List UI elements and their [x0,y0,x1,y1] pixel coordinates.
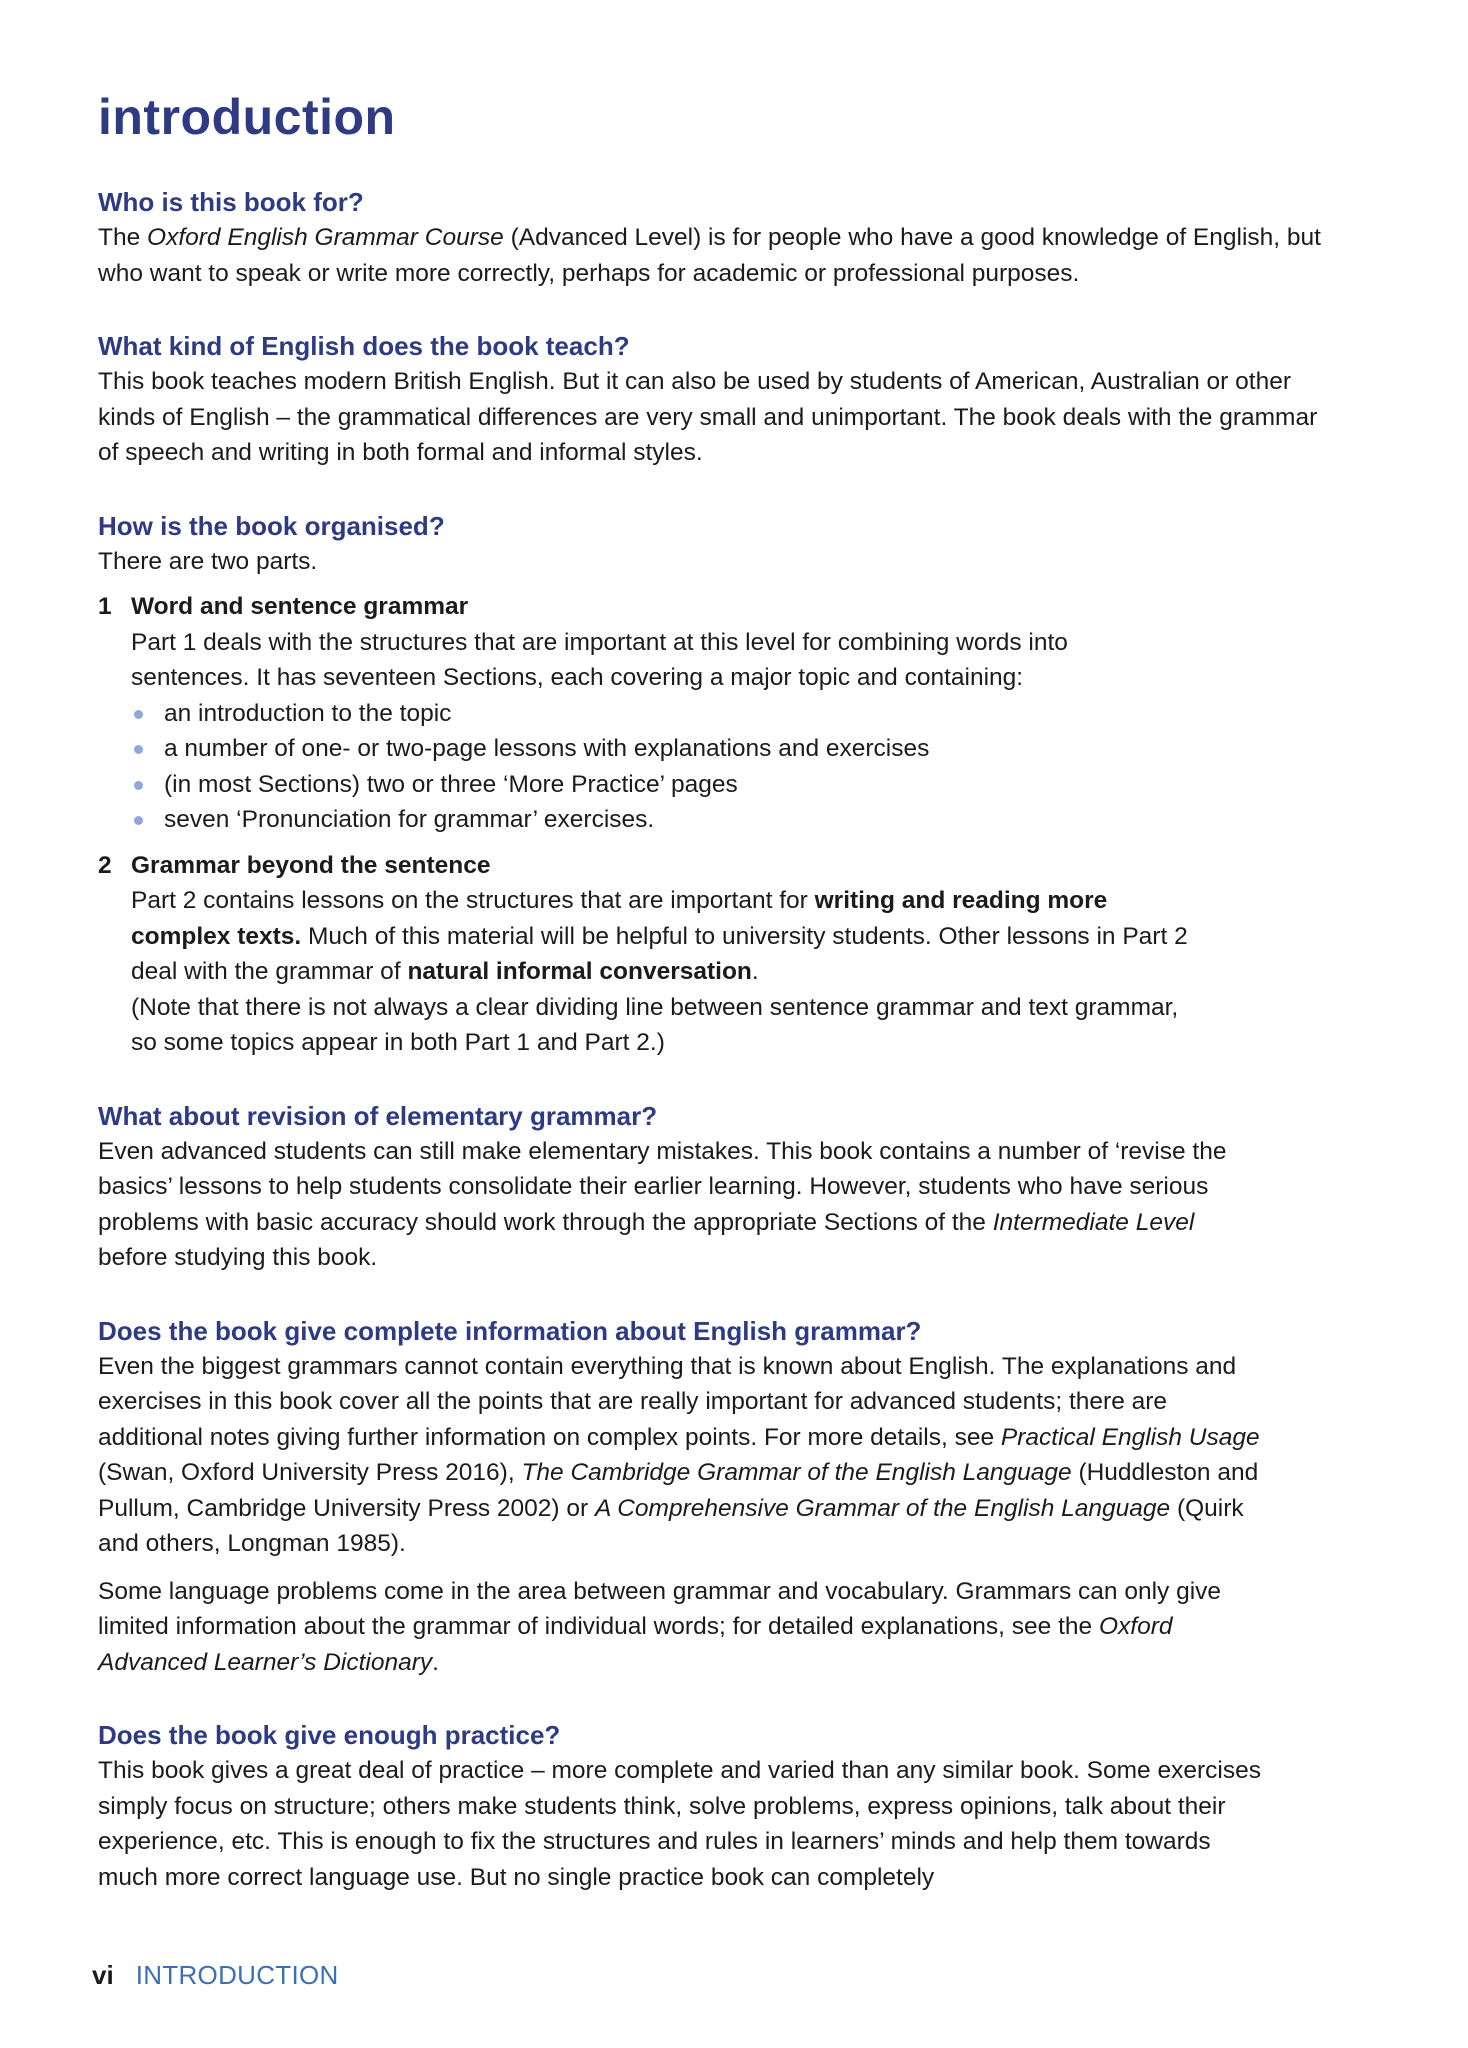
section-enough-practice [98,1717,1368,1895]
bullet-icon [134,710,143,719]
bullet-list [131,696,1191,838]
section-heading: Who is this book for? [98,187,364,217]
emphasis: natural informal conversation [407,958,752,985]
list-item-text: seven ‘Pronunciation for grammar’ exercises. [164,806,655,833]
book-title: Practical English Usage [1000,1423,1260,1451]
emphasis: writing and reading more complex texts. [131,887,1108,950]
text-run: . [432,1648,439,1676]
book-title: The Cambridge Grammar of the English Language [521,1459,1072,1486]
text-run: (Advanced Level) is for people who have a good knowledge of English, but who want to speak or write more correctly, perhaps for academic or professional purposes. [98,224,1321,287]
text-run: Some language problems come in the area between grammar and vocabulary. Grammars can only give limited information about the grammar of individual words; for detailed explanations, see the [98,1577,1222,1640]
list-item-text: a number of one- or two-page lessons with explanations and exercises [164,735,930,762]
page-footer [92,1957,339,1993]
section-paragraph: This book gives a great deal of practice – more complete and varied than any similar book. Some exercises simply focus on structure; others make students think, solve problems, express opinions, talk about their experience, etc. This is enough to fix the structures and rules in learners’ minds and help them towards much more correct language use. But no single practice book can completely [98,1757,1261,1891]
section-revision-elementary-grammar [98,1098,1368,1276]
section-heading: How is the book organised? [98,510,445,541]
book-title: Intermediate Level [992,1208,1195,1236]
page-title: introduction [98,89,396,145]
book-title: Oxford English Grammar Course [147,224,504,251]
item-number: 2 [98,851,112,879]
section-paragraph [98,1349,1268,1562]
item-number: 1 [98,593,112,620]
section-paragraph [98,1134,1268,1276]
section-heading: Does the book give complete information about English grammar? [98,1315,922,1346]
text-run: Part 2 contains lessons on the structures that are important for [131,887,815,914]
section-what-kind-of-english [98,328,1368,471]
section-paragraph [98,220,1338,291]
item-title: Grammar beyond the sentence [131,851,491,879]
section-heading: Does the book give enough practice? [98,1720,561,1750]
numbered-item-1 [98,589,1191,838]
section-complete-information [98,1313,1368,1681]
section-intro: There are two parts. [98,547,318,575]
bullet-icon [134,816,143,825]
book-title: A Comprehensive Grammar of the English Language [595,1494,1171,1522]
item-title: Word and sentence grammar [131,593,469,620]
bullet-icon [134,781,143,790]
text-run: Even advanced students can still make elementary mistakes. This book contains a number of ‘revise the basics’ lessons to help students consolidate their earlier learning. However, students who have serious problems with basic accuracy should work through the appropriate Sections of the [98,1137,1227,1236]
numbered-item-2 [98,848,1191,1061]
section-heading: What kind of English does the book teach? [98,331,630,361]
item-text [131,883,1191,990]
text-run: Much of this material will be helpful to university students. Other lessons in Part 2 deal with the grammar of [131,922,1188,985]
bullet-icon [134,745,143,754]
list-item-text: (in most Sections) two or three ‘More Practice’ pages [164,770,738,798]
list-item [131,802,1191,838]
list-item [131,731,1191,767]
list-item-text: an introduction to the topic [164,699,452,727]
text-run: Even the biggest grammars cannot contain everything that is known about English. The explanations and exercises in this book cover all the points that are really important for advanced students; there are additional notes giving further information on complex points. For more details, see [98,1352,1237,1451]
section-paragraph: This book teaches modern British English. But it can also be used by students of American, Australian or other kinds of English – the grammatical differences are very small and unimportant. The book deals with the grammar of speech and writing in both formal and informal styles. [98,368,1318,466]
text-run: (Quirk and others, Longman 1985). [98,1494,1244,1557]
text-run: before studying this book. [98,1244,378,1271]
section-how-is-the-book-organised [98,508,1368,1061]
page-content [98,84,1368,1895]
section-paragraph [98,1574,1268,1681]
section-who-is-this-book-for [98,184,1368,291]
text-run: . [751,958,759,985]
section-heading: What about revision of elementary grammar? [98,1100,658,1131]
item-text: Part 1 deals with the structures that are important at this level for combining words into sentences. It has seventeen Sections, each covering a major topic and containing: [131,628,1068,691]
text-run: (Huddleston and Pullum, Cambridge University Press 2002) or [98,1459,1259,1522]
page-number: vi [92,1960,114,1990]
running-footer-label: INTRODUCTION [135,1960,339,1990]
item-note: (Note that there is not always a clear dividing line between sentence grammar and text grammar, so some topics appear in both Part 1 and Part 2.) [131,993,1179,1056]
list-item [131,696,1191,732]
text-run: (Swan, Oxford University Press 2016), [98,1459,522,1486]
book-title: Oxford Advanced Learner’s Dictionary [98,1613,1173,1676]
text-run: The [98,224,148,251]
list-item [131,767,1191,803]
